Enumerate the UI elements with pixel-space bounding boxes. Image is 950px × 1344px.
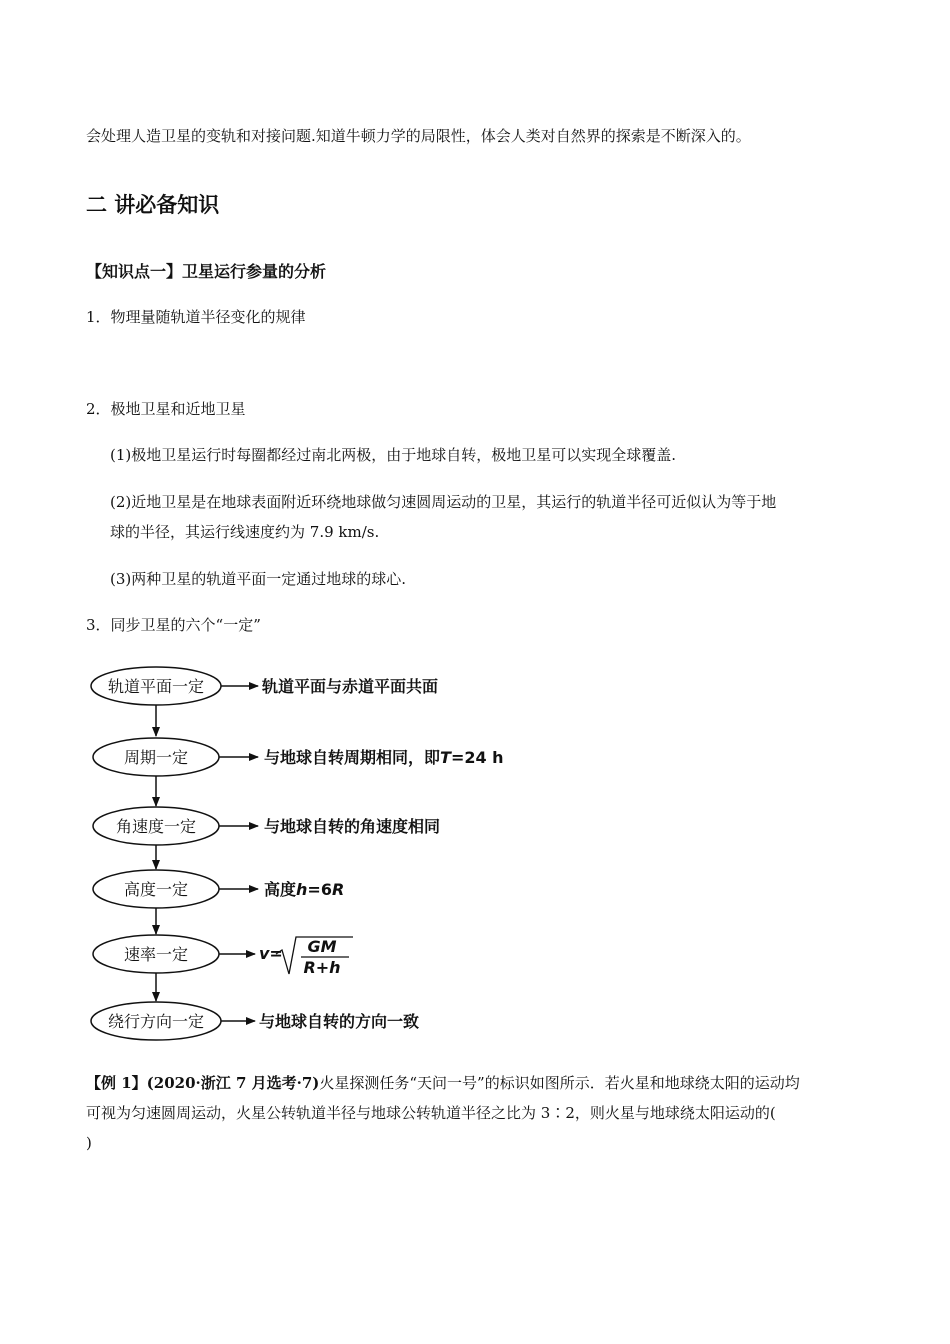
svg-text:v=: v= [259, 944, 283, 963]
item-2: 2．极地卫星和近地卫星 [86, 400, 246, 418]
flow-node-height [93, 870, 219, 908]
sync-satellite-flowchart [0, 655, 600, 1045]
knowledge-title: 【知识点一】卫星运行参量的分析 [86, 262, 327, 281]
item-1: 1．物理量随轨道半径变化的规律 [86, 308, 306, 326]
svg-text:GM: GM [307, 937, 337, 956]
item-2-paragraph-2-line-2: 球的半径，其运行线速度约为 7.9 km/s. [110, 523, 380, 541]
flow-result-period: 与地球自转周期相同，即T=24 h [264, 748, 504, 767]
flow-result-angular-velocity: 与地球自转的角速度相同 [264, 817, 441, 836]
item-2-paragraph-1: (1)极地卫星运行时每圈都经过南北两极，由于地球自转，极地卫星可以实现全球覆盖. [110, 446, 677, 464]
example-source: (2020·浙江 7 月选考·7) [146, 1074, 320, 1092]
flow-node-direction [91, 1002, 221, 1040]
svg-text:R+h: R+h [303, 958, 341, 977]
flow-result-direction: 与地球自转的方向一致 [259, 1012, 420, 1031]
flow-result-speed-formula [259, 937, 353, 977]
flow-node-label: 速率一定 [123, 945, 189, 964]
flow-node-label: 周期一定 [123, 748, 189, 767]
intro-line: 会处理人造卫星的变轨和对接问题.知道牛顿力学的局限性，体会人类对自然界的探索是不断深入的。 [86, 127, 751, 145]
flow-node-label: 绕行方向一定 [107, 1012, 205, 1031]
flow-node-label: 高度一定 [123, 880, 189, 899]
item-3: 3．同步卫星的六个“一定” [86, 616, 261, 634]
example-1-line-2: 可视为匀速圆周运动，火星公转轨道半径与地球公转轨道半径之比为 3∶2，则火星与地球绕太阳运动的( [86, 1104, 776, 1122]
flow-result-orbit-plane: 轨道平面与赤道平面共面 [262, 677, 439, 696]
flow-node-label: 角速度一定 [115, 817, 197, 836]
flow-node-period [93, 738, 219, 776]
example-1-line-3: ) [86, 1134, 92, 1152]
flow-node-label: 轨道平面一定 [107, 677, 205, 696]
flow-node-orbit-plane [91, 667, 221, 705]
example-line-1-text: 火星探测任务“天问一号”的标识如图所示．若火星和地球绕太阳的运动均 [319, 1074, 800, 1092]
item-2-paragraph-3: (3)两种卫星的轨道平面一定通过地球的球心. [110, 570, 407, 588]
example-1-line-1 [86, 1073, 800, 1093]
flow-node-speed [93, 935, 219, 973]
section-title: 二 讲必备知识 [86, 193, 220, 217]
flow-node-angular-velocity [93, 807, 219, 845]
item-2-paragraph-2-line-1: (2)近地卫星是在地球表面附近环绕地球做匀速圆周运动的卫星，其运行的轨道半径可近似认为等于地 [110, 493, 777, 511]
flow-result-height: 高度h=6R [264, 880, 345, 899]
example-tag: 【例 1】 [86, 1074, 147, 1092]
